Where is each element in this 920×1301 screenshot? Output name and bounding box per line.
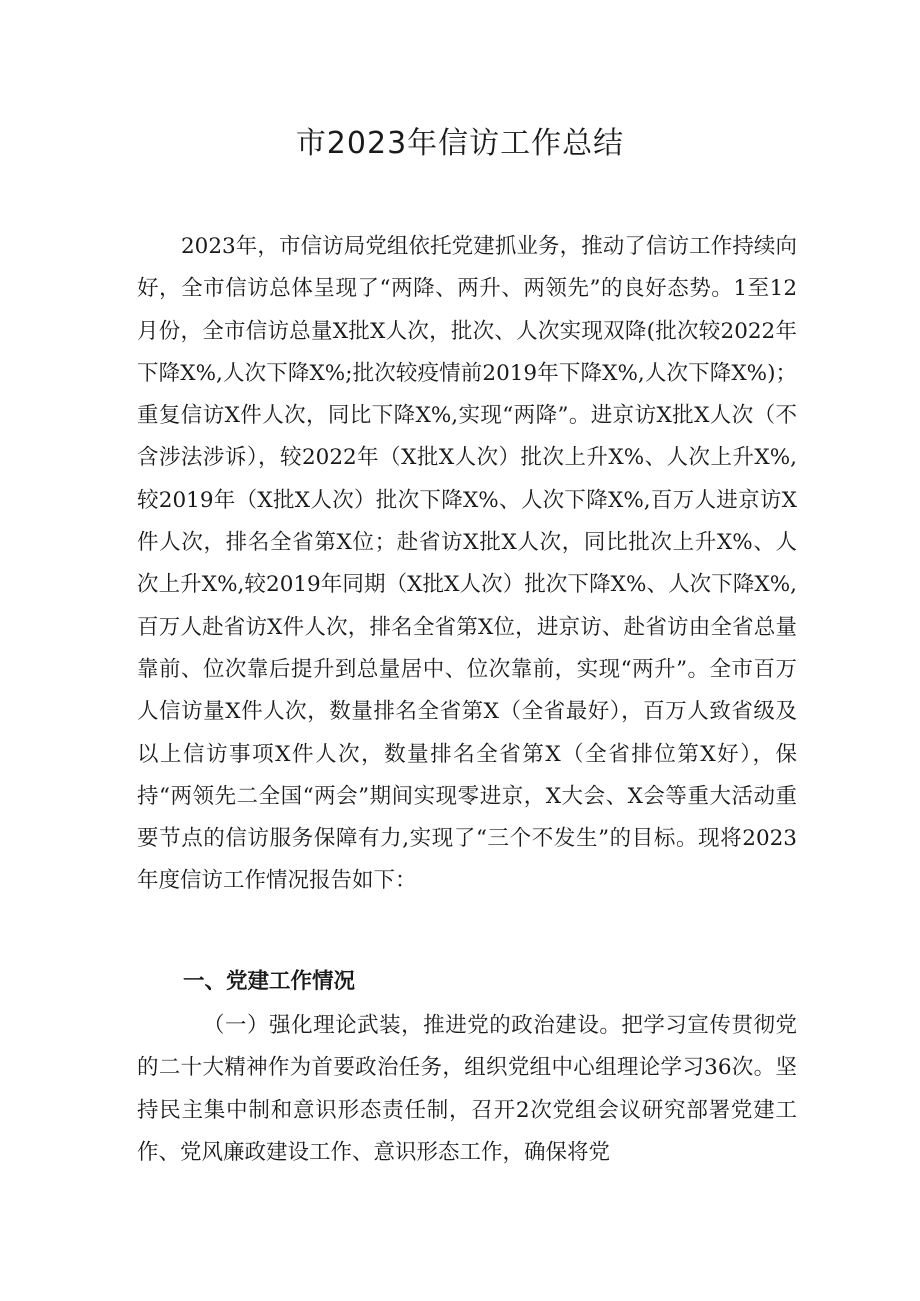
- intro-paragraph: 2023年，市信访局党组依托党建抓业务，推动了信访工作持续向好，全市信访总体呈现了“两降、两升、两领先”的良好态势。1至12月份，全市信访总量X批X人次，批次、人次实现双降(批次较2022年下降X%,人次下降X%;批次较疫情前2019年下降X%,人次下降X%)；重复信访X件人次，同比下降X%,实现“两降”。进京访X批X人次（不含涉法涉诉），较2022年（X批X人次）批次上升X%、人次上升X%,较2019年（X批X人次）批次下降X%、人次下降X%,百万人进京访X件人次，排名全省第X位；赴省访X批X人次，同比批次上升X%、人次上升X%,较2019年同期（X批X人次）批次下降X%、人次下降X%,百万人赴省访X件人次，排名全省第X位，进京访、赴省访由全省总量靠前、位次靠后提升到总量居中、位次靠前，实现“两升”。全市百万人信访量X件人次，数量排名全省第X（全省最好），百万人致省级及以上信访事项X件人次，数量排名全省第X（全省排位第X好），保持“两领先二全国“两会”期间实现零进京，X大会、X会等重大活动重要节点的信访服务保障有力,实现了“三个不发生”的目标。现将2023年度信访工作情况报告如下：: [137, 234, 797, 894]
- section-heading: 一、党建工作情况: [183, 969, 356, 994]
- section-paragraph: （一）强化理论武装，推进党的政治建设。把学习宣传贯彻党的二十大精神作为首要政治任务，组织党组中心组理论学习36次。坚持民主集中制和意识形态责任制，召开2次党组会议研究部署党建工作、党风廉政建设工作、意识形态工作，确保将党: [137, 1013, 797, 1165]
- document-title: 市2023年信访工作总结: [295, 126, 625, 161]
